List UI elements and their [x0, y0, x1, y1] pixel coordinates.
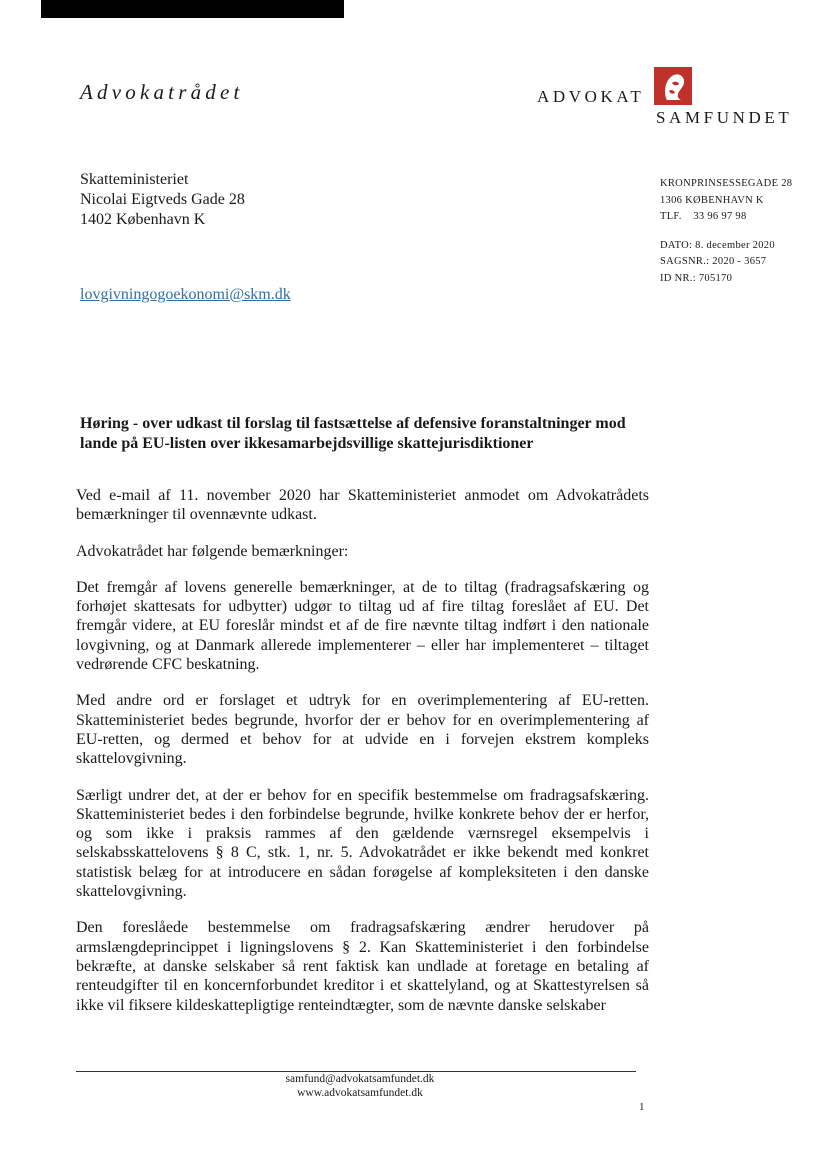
recipient-line: 1402 København K — [80, 211, 206, 228]
id-number: ID NR.: 705170 — [660, 272, 733, 284]
brand-advokat: ADVOKAT — [537, 87, 645, 106]
body-paragraph: Det fremgår af lovens generelle bemærkninger, at de to tiltag (fradragsafskæring og forhøjet skattesats for udbytter) udgør to tiltag ud af fire tiltag foreslået af EU. Det fremgår videre, at EU foreslår mindst et af de fire nævnte tiltag indført i den nationale lovgivning, og at Danmark allerede implementerer – eller har implementeret – tiltaget vedrørende CFC beskatning. — [76, 578, 649, 674]
footer-email: samfund@advokatsamfundet.dk — [285, 1073, 435, 1085]
recipient-email-link[interactable]: lovgivningogoekonomi@skm.dk — [80, 286, 291, 303]
sender-info — [660, 176, 792, 287]
sender-phone: TLF. 33 96 97 98 — [660, 211, 747, 222]
body-paragraph: Ved e-mail af 11. november 2020 har Skatteministeriet anmodet om Advokatrådets bemærkninger til ovennævnte udkast. — [76, 487, 649, 524]
advokatraadet-title: Advokatrådet — [80, 80, 244, 104]
footer — [0, 1072, 720, 1100]
letter-subject: Høring - over udkast til forslag til fastsættelse af defensive foranstaltninger mod lande på EU-listen over ikkesamarbejdsvillige skattejurisdiktioner — [80, 415, 626, 452]
redaction-bar — [41, 0, 344, 18]
body-paragraph: Advokatrådet har følgende bemærkninger: — [76, 542, 349, 560]
sender-address-line: KRONPRINSESSEGADE 28 — [660, 178, 793, 189]
sender-address-line: 1306 KØBENHAVN K — [660, 194, 764, 206]
body-paragraph: Særligt undrer det, at der er behov for en specifik bestemmelse om fradragsafskæring. Skatteministeriet bedes i den forbindelse begrunde, hvilke konkrete behov der er herfor, og som ikke i praksis rammes af den gældende værnsregel eksempelvis i selskabsskattelovens § 8 C, stk. 1, nr. 5. Advokatrådet er ikke bekendt med konkret statistisk belæg for at introducere en sådan forøgelse af kompleksiteten i den danske skattelovgivning. — [76, 786, 649, 901]
body-paragraph: Den foreslåede bestemmelse om fradragsafskæring ændrer herudover på armslængdeprincippet i ligningslovens § 2. Kan Skatteministeriet i den forbindelse bekræfte, at danske selskaber så rent faktisk kan undlade at foretage en betaling af renteudgifter til en koncernforbundet kreditor i et skattelyland, og at Skattestyrelsen så ikke vil fiksere kildeskattepligtige renteindtægter, som de nævnte danske selskaber — [76, 919, 649, 1014]
advokatsamfundet-logo-icon — [654, 67, 692, 105]
recipient-line: Skatteministeriet — [80, 171, 189, 188]
footer-website: www.advokatsamfundet.dk — [297, 1087, 423, 1099]
letter-body — [76, 486, 649, 1032]
body-paragraph: Med andre ord er forslaget et udtryk for en overimplementering af EU-retten. Skatteministeriet bedes begrunde, hvorfor der er behov for en overimplementering af EU-retten, og dermed et behov for at udvide en i forvejen ekstrem kompleks skattelovgivning. — [76, 692, 649, 768]
letter-date: DATO: 8. december 2020 — [660, 239, 775, 251]
page-number: 1 — [639, 1101, 645, 1113]
recipient-line: Nicolai Eigtveds Gade 28 — [80, 191, 245, 208]
recipient-address — [80, 170, 245, 230]
brand-samfundet: SAMFUNDET — [656, 108, 793, 127]
case-number: SAGSNR.: 2020 - 3657 — [660, 256, 767, 267]
